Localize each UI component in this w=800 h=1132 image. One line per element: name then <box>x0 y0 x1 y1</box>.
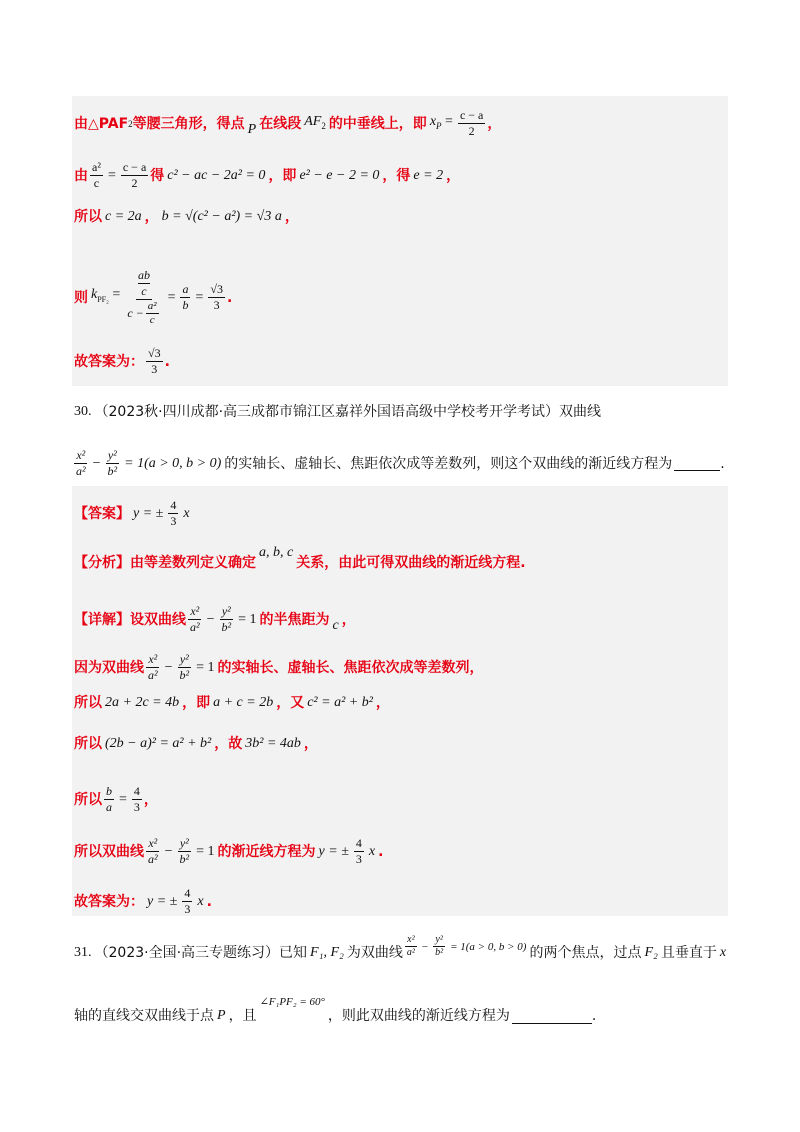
sol29-line-1: 由△PAF 2 等腰三角形，得点 P 在线段 $AF_2$ 的中垂线上，即 $x_P$ = $\frac{c - a}{2}$ ， <box>74 108 502 138</box>
q30-detail-4: 所以 (2b − a)² = a² + b² ，故 3b² = 4ab ， <box>74 736 318 752</box>
sol29-line-3: 所以 c = 2a ， b = √(c² − a²) = √3 a ， <box>74 209 299 225</box>
q30-detail-3: 所以 2a + 2c = 4b ，即 a + c = 2b ，又 c² = a² + b² ， <box>74 695 390 711</box>
q30-detail-1: 【详解】设双曲线 $\frac{\text{x²}}{\text{a²}}$ − $\frac{\text{y²}}{\text{b²}}$ = 1 的半焦距为 c ， <box>74 604 356 634</box>
q31-line-1: 31. （2023·全国·高三专题练习）已知 F₁, F₂ 为双曲线 $\frac{\text{x²}}{\text{a²}}$ − $\frac{\text{y²}}{\text{b²}}$ = 1(a > 0, b > 0) 的两个焦点，过点 F₂ 且垂直于 x <box>74 934 727 961</box>
sol29-line-2: 由 $\frac{\text{a²}}{c}$ = $\frac{c - a}{2}$ 得 c² − ac − 2a² = 0 ，即 e² − e − 2 = 0 ，得 e = 2 ， <box>74 160 461 190</box>
q30-detail-5: 所以 $\frac{b}{a}$ = $\frac{4}{3}$ ， <box>74 784 158 814</box>
q30-detail-2: 因为双曲线 $\frac{\text{x²}}{\text{a²}}$ − $\frac{\text{y²}}{\text{b²}}$ = 1 的实轴长、虚轴长、焦距依次成等差数列， <box>74 652 484 682</box>
q30-detail-6: 所以双曲线 $\frac{\text{x²}}{\text{a²}}$ − $\frac{\text{y²}}{\text{b²}}$ = 1 的渐近线方程为 y = ± $\frac{4}{3}$ x . <box>74 836 384 866</box>
q30-analysis: 【分析】由等差数列定义确定 a, b, c 关系，由此可得双曲线的渐近线方程. <box>74 545 526 571</box>
q31-line-2: 轴的直线交双曲线于点 P ，且 ∠F₁PF₂ = 60° ，则此双曲线的渐近线方程为 . <box>74 996 597 1024</box>
solution-box-29 <box>72 96 728 386</box>
q30-line-1: 30. （2023秋·四川成都·高三成都市锦江区嘉祥外国语高级中学校考开学考试）双曲线 <box>74 404 602 420</box>
q30-answer: 【答案】 y = ± $\frac{4}{3}$ x <box>74 498 190 528</box>
q30-line-2: $\frac{\text{x²}}{\text{a²}}$ − $\frac{\text{y²}}{\text{b²}}$ = 1(a > 0, b > 0) 的实轴长、虚轴长、焦距依次成等差数列，则这个双曲线的渐近线方程为 . <box>76 448 725 478</box>
answer-blank <box>674 456 720 471</box>
sol29-answer: 故答案为： $\frac{√3}{3}$ . <box>74 346 170 376</box>
sol29-line-4: 则 $k_{PF_2}$ = ab c c − $\frac{\text{a²}}{c}$ = $\frac{a}{b}$ = $\frac{√3}{3}$ . <box>74 268 233 326</box>
q30-final-answer: 故答案为： y = ± $\frac{4}{3}$ x . <box>74 886 212 916</box>
answer-blank <box>512 1009 592 1024</box>
